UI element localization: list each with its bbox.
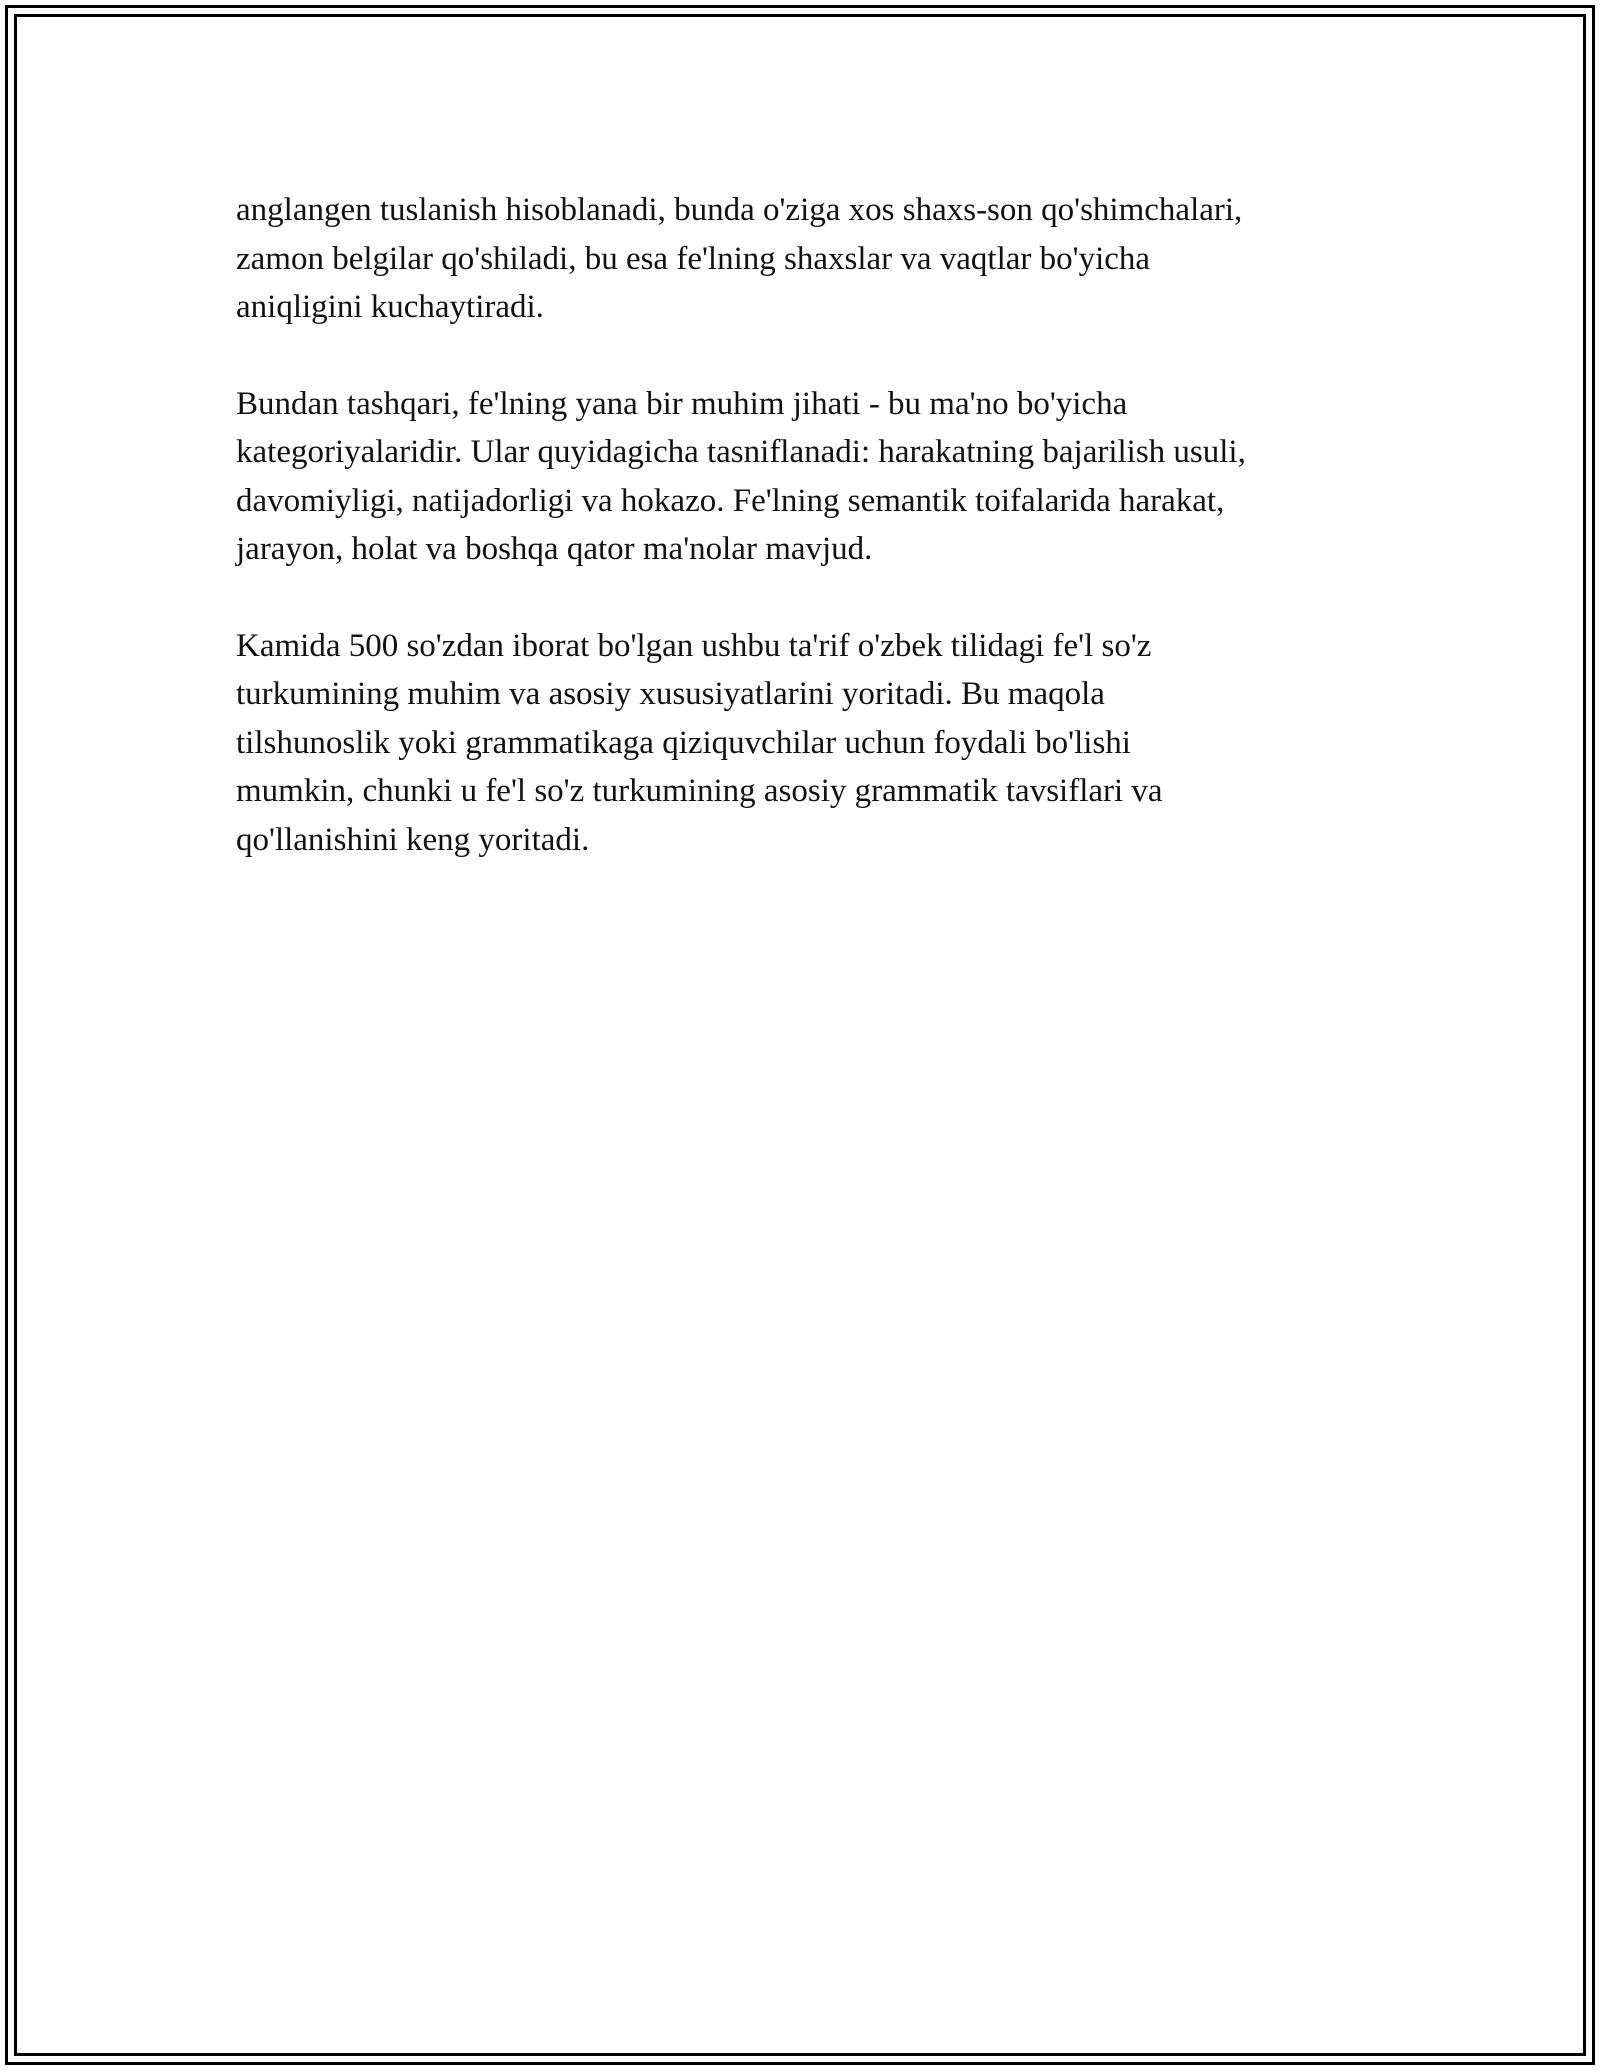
document-body xyxy=(236,186,1386,912)
paragraph-line: anglangen tuslanish hisoblanadi, bunda o'ziga xos shaxs-son qo'shimchalari, xyxy=(236,192,1243,228)
paragraph-line: aniqligini kuchaytiradi. xyxy=(236,289,544,325)
paragraph-line: mumkin, chunki u fe'l so'z turkumining asosiy grammatik tavsiflari va xyxy=(236,773,1163,809)
paragraph-2 xyxy=(236,380,1386,574)
paragraph-3 xyxy=(236,622,1386,865)
paragraph-line: jarayon, holat va boshqa qator ma'nolar mavjud. xyxy=(236,531,873,567)
paragraph-line: kategoriyalaridir. Ular quyidagicha tasniflanadi: harakatning bajarilish usuli, xyxy=(236,434,1246,470)
paragraph-line: davomiyligi, natijadorligi va hokazo. Fe'lning semantik toifalarida harakat, xyxy=(236,482,1225,519)
paragraph-line: Kamida 500 so'zdan iborat bo'lgan ushbu ta'rif o'zbek tilidagi fe'l so'z xyxy=(236,627,1152,664)
paragraph-1 xyxy=(236,186,1386,332)
paragraph-line: Bundan tashqari, fe'lning yana bir muhim jihati - bu ma'no bo'yicha xyxy=(236,385,1128,422)
paragraph-line: tilshunoslik yoki grammatikaga qiziquvchilar uchun foydali bo'lishi xyxy=(236,724,1131,761)
paragraph-line: zamon belgilar qo'shiladi, bu esa fe'lning shaxslar va vaqtlar bo'yicha xyxy=(236,240,1151,277)
paragraph-line: turkumining muhim va asosiy xususiyatlarini yoritadi. Bu maqola xyxy=(236,676,1105,712)
paragraph-line: qo'llanishini keng yoritadi. xyxy=(236,821,590,858)
